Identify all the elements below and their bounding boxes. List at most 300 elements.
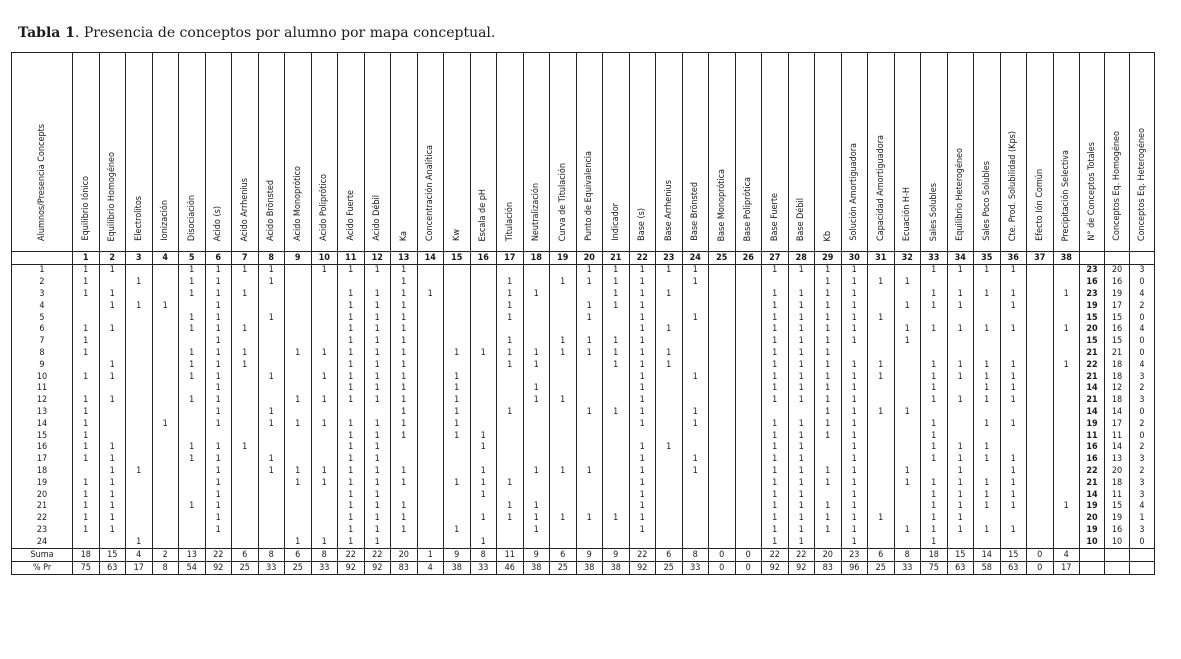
presence-cell: 1	[205, 289, 232, 301]
total-cell: 22	[1080, 466, 1105, 478]
presence-cell	[523, 265, 550, 277]
total-cell: 2	[1130, 383, 1155, 395]
presence-cell	[550, 407, 577, 419]
presence-cell	[126, 312, 153, 324]
presence-cell: 1	[391, 477, 418, 489]
presence-cell	[1000, 513, 1027, 525]
presence-cell	[285, 525, 312, 537]
presence-cell	[735, 442, 762, 454]
presence-cell	[709, 277, 736, 289]
concept-number: 32	[894, 252, 921, 265]
presence-cell	[258, 300, 285, 312]
total-cell: 18	[1105, 395, 1130, 407]
total-cell: 2	[1130, 466, 1155, 478]
header-label: Base Poliprótica	[743, 176, 754, 241]
presence-cell	[152, 525, 179, 537]
presence-cell: 1	[815, 348, 842, 360]
sum-cell: 6	[868, 549, 895, 562]
presence-cell	[656, 371, 683, 383]
presence-cell: 1	[99, 324, 126, 336]
presence-cell: 1	[603, 407, 630, 419]
presence-cell	[550, 289, 577, 301]
percent-cell: 8	[152, 562, 179, 575]
presence-cell	[894, 348, 921, 360]
header-label: Escala de pH	[478, 188, 489, 241]
presence-cell	[1053, 383, 1080, 395]
presence-cell	[709, 501, 736, 513]
presence-cell: 1	[656, 348, 683, 360]
presence-cell: 1	[550, 395, 577, 407]
presence-cell: 1	[629, 477, 656, 489]
presence-cell	[470, 312, 497, 324]
student-number: 13	[12, 407, 73, 419]
concept-number: 38	[1053, 252, 1080, 265]
presence-cell	[735, 466, 762, 478]
presence-cell: 1	[338, 395, 365, 407]
presence-cell	[258, 395, 285, 407]
header-label: Acido Débil	[372, 195, 383, 241]
presence-cell: 1	[841, 454, 868, 466]
presence-cell: 1	[205, 442, 232, 454]
total-cell: 3	[1130, 454, 1155, 466]
presence-cell: 1	[921, 501, 948, 513]
header-label: Acido Poliprótico	[319, 174, 330, 241]
presence-cell	[868, 289, 895, 301]
presence-cell: 1	[576, 407, 603, 419]
presence-cell	[258, 536, 285, 548]
presence-cell: 1	[444, 348, 471, 360]
presence-cell: 1	[179, 371, 206, 383]
presence-cell: 1	[974, 525, 1001, 537]
sum-cell: 15	[947, 549, 974, 562]
total-cell: 4	[1130, 501, 1155, 513]
presence-cell: 1	[338, 525, 365, 537]
presence-cell: 1	[550, 277, 577, 289]
header-label: Base Fuerte	[769, 192, 780, 241]
presence-cell: 1	[179, 265, 206, 277]
presence-cell: 1	[1000, 359, 1027, 371]
percent-cell: 25	[868, 562, 895, 575]
presence-cell: 1	[841, 442, 868, 454]
header-concept	[391, 53, 418, 252]
percent-cell	[1080, 562, 1105, 575]
sum-cell: 1	[417, 549, 444, 562]
presence-cell	[126, 454, 153, 466]
presence-cell	[603, 454, 630, 466]
presence-cell: 1	[894, 407, 921, 419]
presence-cell	[1027, 430, 1054, 442]
presence-cell: 1	[444, 430, 471, 442]
presence-cell	[1027, 300, 1054, 312]
presence-cell: 1	[656, 265, 683, 277]
sum-row	[12, 549, 1155, 562]
presence-cell: 1	[497, 300, 524, 312]
presence-cell: 1	[364, 395, 391, 407]
presence-cell: 1	[841, 536, 868, 548]
presence-cell: 1	[444, 407, 471, 419]
presence-cell	[364, 277, 391, 289]
presence-cell	[550, 489, 577, 501]
presence-cell: 1	[364, 489, 391, 501]
total-cell: 11	[1105, 430, 1130, 442]
sum-cell: 14	[974, 549, 1001, 562]
concept-number: 24	[682, 252, 709, 265]
percent-cell: 92	[364, 562, 391, 575]
presence-cell	[1053, 489, 1080, 501]
presence-cell: 1	[1053, 324, 1080, 336]
presence-cell: 1	[974, 383, 1001, 395]
presence-cell	[258, 489, 285, 501]
presence-cell	[550, 312, 577, 324]
presence-cell: 1	[99, 489, 126, 501]
presence-cell: 1	[947, 489, 974, 501]
percent-cell: 83	[815, 562, 842, 575]
presence-cell	[285, 407, 312, 419]
presence-cell: 1	[841, 324, 868, 336]
presence-cell	[470, 324, 497, 336]
presence-cell: 1	[338, 348, 365, 360]
presence-cell	[126, 430, 153, 442]
presence-cell	[735, 277, 762, 289]
presence-cell	[470, 501, 497, 513]
presence-cell	[152, 359, 179, 371]
presence-cell: 1	[629, 300, 656, 312]
presence-cell: 1	[815, 289, 842, 301]
presence-cell: 1	[179, 501, 206, 513]
presence-cell	[682, 442, 709, 454]
presence-cell	[735, 336, 762, 348]
presence-cell: 1	[391, 383, 418, 395]
presence-cell	[258, 324, 285, 336]
presence-cell	[656, 395, 683, 407]
sum-cell: 18	[921, 549, 948, 562]
student-number: 20	[12, 489, 73, 501]
presence-cell: 1	[921, 359, 948, 371]
presence-cell	[974, 336, 1001, 348]
presence-cell	[152, 477, 179, 489]
presence-cell: 1	[523, 466, 550, 478]
presence-cell	[497, 418, 524, 430]
presence-cell	[258, 501, 285, 513]
presence-cell	[73, 466, 100, 478]
sum-cell: 20	[391, 549, 418, 562]
total-cell: 3	[1130, 477, 1155, 489]
presence-cell: 1	[603, 300, 630, 312]
presence-cell: 1	[656, 442, 683, 454]
presence-cell	[126, 442, 153, 454]
presence-cell: 1	[1000, 371, 1027, 383]
concept-number: 27	[762, 252, 789, 265]
student-number: 7	[12, 336, 73, 348]
percent-cell: 4	[417, 562, 444, 575]
presence-cell	[1027, 324, 1054, 336]
presence-cell: 1	[391, 312, 418, 324]
concept-number: 23	[656, 252, 683, 265]
concepts-table	[11, 52, 1155, 575]
presence-cell: 1	[391, 371, 418, 383]
total-cell: 20	[1080, 324, 1105, 336]
presence-cell	[603, 442, 630, 454]
total-cell: 2	[1130, 418, 1155, 430]
presence-cell	[126, 289, 153, 301]
presence-cell	[656, 477, 683, 489]
presence-cell: 1	[682, 277, 709, 289]
presence-cell: 1	[311, 477, 338, 489]
presence-cell: 1	[841, 489, 868, 501]
sum-cell: 11	[497, 549, 524, 562]
presence-cell: 1	[1000, 489, 1027, 501]
presence-cell	[974, 407, 1001, 419]
presence-cell: 1	[205, 466, 232, 478]
total-cell: 2	[1130, 442, 1155, 454]
presence-cell: 1	[629, 489, 656, 501]
presence-cell: 1	[338, 312, 365, 324]
presence-cell: 1	[311, 466, 338, 478]
header-concept	[126, 53, 153, 252]
presence-cell	[444, 536, 471, 548]
header-label: Titulación	[504, 201, 515, 241]
presence-cell	[576, 430, 603, 442]
presence-cell	[285, 501, 312, 513]
header-label: Base Monoprótica	[716, 168, 727, 241]
presence-cell	[179, 525, 206, 537]
header-label: Precipitación Selectiva	[1061, 149, 1072, 241]
presence-cell	[947, 536, 974, 548]
presence-cell: 1	[921, 300, 948, 312]
presence-cell: 1	[894, 466, 921, 478]
presence-cell	[444, 300, 471, 312]
presence-cell: 1	[788, 418, 815, 430]
concept-number: 18	[523, 252, 550, 265]
presence-cell: 1	[682, 466, 709, 478]
student-number: 18	[12, 466, 73, 478]
total-cell: 3	[1130, 395, 1155, 407]
student-number: 19	[12, 477, 73, 489]
presence-cell: 1	[73, 265, 100, 277]
presence-cell	[179, 536, 206, 548]
presence-cell: 1	[1000, 324, 1027, 336]
presence-cell: 1	[285, 536, 312, 548]
presence-cell: 1	[576, 348, 603, 360]
presence-cell: 1	[629, 442, 656, 454]
presence-cell: 1	[205, 265, 232, 277]
header-label: Acido Arrhenius	[239, 177, 250, 241]
presence-cell	[444, 289, 471, 301]
presence-cell: 1	[603, 289, 630, 301]
concept-number: 7	[232, 252, 259, 265]
percent-cell: 0	[709, 562, 736, 575]
presence-cell	[1053, 442, 1080, 454]
presence-cell: 1	[841, 359, 868, 371]
presence-cell	[735, 430, 762, 442]
sum-cell: 15	[1000, 549, 1027, 562]
presence-cell	[1027, 536, 1054, 548]
presence-cell	[311, 513, 338, 525]
presence-cell: 1	[311, 371, 338, 383]
header-concept	[232, 53, 259, 252]
total-cell: 15	[1080, 336, 1105, 348]
presence-cell	[1053, 466, 1080, 478]
sum-cell: 9	[576, 549, 603, 562]
presence-cell: 1	[391, 418, 418, 430]
presence-cell: 1	[364, 336, 391, 348]
presence-cell	[152, 395, 179, 407]
presence-cell: 1	[788, 359, 815, 371]
presence-cell: 1	[841, 265, 868, 277]
sum-cell: 0	[735, 549, 762, 562]
presence-cell	[523, 489, 550, 501]
presence-cell	[99, 277, 126, 289]
presence-cell: 1	[364, 383, 391, 395]
presence-cell: 1	[1000, 418, 1027, 430]
percent-cell: 54	[179, 562, 206, 575]
header-label: Sales Poco Solubles	[981, 161, 992, 241]
presence-cell	[1027, 525, 1054, 537]
presence-cell	[550, 501, 577, 513]
presence-cell: 1	[815, 383, 842, 395]
header-label: Punto de Equivalencia	[584, 151, 595, 241]
presence-cell: 1	[788, 536, 815, 548]
total-cell: 4	[1130, 324, 1155, 336]
presence-cell: 1	[179, 442, 206, 454]
presence-cell	[523, 430, 550, 442]
percent-cell: 96	[841, 562, 868, 575]
concept-number: 14	[417, 252, 444, 265]
presence-cell: 1	[868, 407, 895, 419]
concept-number: 26	[735, 252, 762, 265]
presence-cell: 1	[1053, 359, 1080, 371]
presence-cell	[576, 525, 603, 537]
concept-number: 3	[126, 252, 153, 265]
presence-cell: 1	[1000, 383, 1027, 395]
presence-cell	[417, 477, 444, 489]
student-number: 6	[12, 324, 73, 336]
presence-cell	[550, 536, 577, 548]
presence-cell: 1	[470, 513, 497, 525]
presence-cell	[285, 312, 312, 324]
total-cell: 15	[1105, 312, 1130, 324]
presence-cell	[1000, 312, 1027, 324]
presence-cell: 1	[285, 477, 312, 489]
presence-cell: 1	[258, 407, 285, 419]
presence-cell	[232, 477, 259, 489]
presence-cell	[974, 466, 1001, 478]
total-cell: 19	[1080, 501, 1105, 513]
presence-cell	[709, 359, 736, 371]
table-row	[12, 407, 1155, 419]
total-cell: 16	[1080, 277, 1105, 289]
presence-cell: 1	[1000, 395, 1027, 407]
presence-cell	[523, 442, 550, 454]
concept-number	[12, 252, 73, 265]
total-cell: 3	[1130, 489, 1155, 501]
presence-cell	[682, 395, 709, 407]
header-concept	[894, 53, 921, 252]
student-number: 2	[12, 277, 73, 289]
presence-cell	[603, 395, 630, 407]
presence-cell	[709, 289, 736, 301]
presence-cell	[470, 418, 497, 430]
header-concept	[550, 53, 577, 252]
presence-cell	[921, 336, 948, 348]
presence-cell	[470, 300, 497, 312]
presence-cell: 1	[974, 324, 1001, 336]
presence-cell	[232, 277, 259, 289]
presence-cell: 1	[232, 289, 259, 301]
presence-cell: 1	[338, 513, 365, 525]
presence-cell: 1	[338, 289, 365, 301]
presence-cell: 1	[258, 277, 285, 289]
presence-cell	[1027, 442, 1054, 454]
sum-cell: 22	[364, 549, 391, 562]
presence-cell	[470, 277, 497, 289]
table-row	[12, 489, 1155, 501]
presence-cell: 1	[258, 466, 285, 478]
percent-cell: 58	[974, 562, 1001, 575]
presence-cell: 1	[894, 525, 921, 537]
student-number: 1	[12, 265, 73, 277]
presence-cell	[947, 348, 974, 360]
presence-cell	[576, 536, 603, 548]
presence-cell	[232, 466, 259, 478]
presence-cell	[709, 525, 736, 537]
presence-cell: 1	[629, 336, 656, 348]
presence-cell: 1	[629, 348, 656, 360]
presence-cell	[735, 395, 762, 407]
presence-cell	[258, 336, 285, 348]
presence-cell: 1	[921, 395, 948, 407]
presence-cell	[232, 336, 259, 348]
presence-cell: 1	[497, 289, 524, 301]
total-cell: 1	[1130, 513, 1155, 525]
concept-number: 5	[179, 252, 206, 265]
presence-cell: 1	[364, 454, 391, 466]
header-concept	[682, 53, 709, 252]
presence-cell	[99, 336, 126, 348]
presence-cell	[99, 312, 126, 324]
presence-cell	[417, 312, 444, 324]
table-row	[12, 536, 1155, 548]
percent-cell	[1105, 562, 1130, 575]
presence-cell: 1	[762, 336, 789, 348]
sum-cell: 6	[656, 549, 683, 562]
presence-cell	[99, 348, 126, 360]
presence-cell: 1	[815, 336, 842, 348]
header-label: Solución Amortiguadora	[849, 143, 860, 241]
presence-cell	[682, 324, 709, 336]
presence-cell: 1	[788, 513, 815, 525]
presence-cell	[682, 430, 709, 442]
presence-cell	[550, 454, 577, 466]
presence-cell	[152, 407, 179, 419]
presence-cell: 1	[841, 300, 868, 312]
header-concept	[762, 53, 789, 252]
presence-cell	[417, 442, 444, 454]
presence-cell	[974, 277, 1001, 289]
presence-cell	[894, 359, 921, 371]
presence-cell	[709, 371, 736, 383]
presence-cell: 1	[99, 289, 126, 301]
table-row	[12, 265, 1155, 277]
presence-cell	[285, 324, 312, 336]
presence-cell	[709, 430, 736, 442]
total-cell: 16	[1105, 277, 1130, 289]
presence-cell	[311, 383, 338, 395]
sum-cell: 20	[815, 549, 842, 562]
header-label: Base Brönsted	[690, 182, 701, 241]
presence-cell: 1	[126, 536, 153, 548]
total-cell: 19	[1105, 289, 1130, 301]
